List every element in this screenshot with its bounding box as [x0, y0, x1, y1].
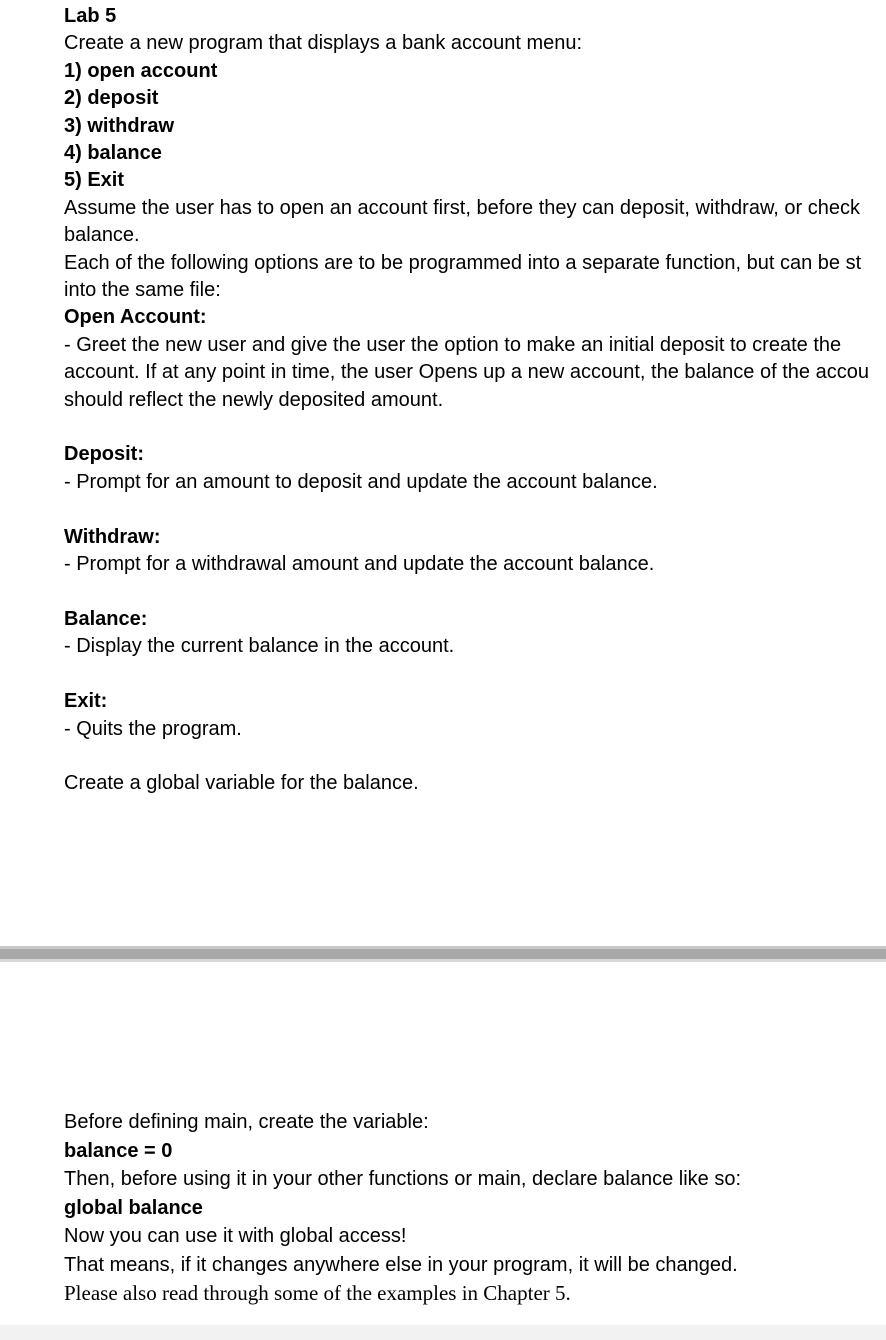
balance-line: - Display the current balance in the account.: [64, 635, 455, 658]
blank-line: [64, 414, 869, 441]
menu-item-withdraw: 3) withdraw: [64, 114, 175, 137]
open-account-line-2: account. If at any point in time, the user Opens up a new account, the balance of the accou: [64, 361, 869, 384]
page-bottom-margin: [0, 1325, 886, 1340]
menu-item-exit: 5) Exit: [64, 169, 125, 192]
document-page-2: [0, 962, 886, 1325]
page-break-separator: [0, 946, 886, 962]
blank-line: [64, 661, 869, 688]
open-account-heading: Open Account:: [64, 306, 207, 329]
assume-line-1: Assume the user has to open an account first, before they can deposit, withdraw, or check: [64, 196, 860, 219]
balance-init-code: balance = 0: [64, 1139, 173, 1162]
each-line-2: into the same file:: [64, 279, 221, 302]
deposit-heading: Deposit:: [64, 443, 144, 466]
assume-line-2: balance.: [64, 224, 140, 247]
open-account-line-1: - Greet the new user and give the user the option to make an initial deposit to create the: [64, 333, 842, 356]
blank-line: [64, 496, 869, 523]
menu-item-balance: 4) balance: [64, 142, 162, 165]
open-account-line-3: should reflect the newly deposited amount.: [64, 388, 444, 411]
lab-title: Lab 5: [64, 5, 117, 27]
before-main-line: Before defining main, create the variable:: [64, 1111, 429, 1133]
global-balance-code: global balance: [64, 1196, 203, 1219]
each-line-1: Each of the following options are to be programmed into a separate function, but can be st: [64, 251, 862, 274]
deposit-line: - Prompt for an amount to deposit and update the account balance.: [64, 470, 658, 493]
global-access-line: Now you can use it with global access!: [64, 1225, 407, 1247]
page-2-content: [64, 1109, 741, 1309]
exit-heading: Exit:: [64, 690, 108, 713]
page-1-content: [64, 3, 869, 798]
withdraw-heading: Withdraw:: [64, 525, 161, 548]
intro-line: Create a new program that displays a bank account menu:: [64, 32, 583, 55]
blank-line: [64, 743, 869, 770]
chapter-5-note: Please also read through some of the examples in Chapter 5.: [64, 1281, 571, 1305]
menu-item-deposit: 2) deposit: [64, 87, 159, 110]
balance-heading: Balance:: [64, 607, 148, 630]
menu-item-open-account: 1) open account: [64, 59, 218, 82]
blank-line: [64, 579, 869, 606]
withdraw-line: - Prompt for a withdrawal amount and update the account balance.: [64, 553, 655, 576]
declare-global-line: Then, before using it in your other functions or main, declare balance like so:: [64, 1168, 742, 1190]
global-variable-note: Create a global variable for the balance.: [64, 772, 419, 795]
exit-line: - Quits the program.: [64, 717, 242, 740]
changes-anywhere-line: That means, if it changes anywhere else in your program, it will be changed.: [64, 1253, 738, 1276]
